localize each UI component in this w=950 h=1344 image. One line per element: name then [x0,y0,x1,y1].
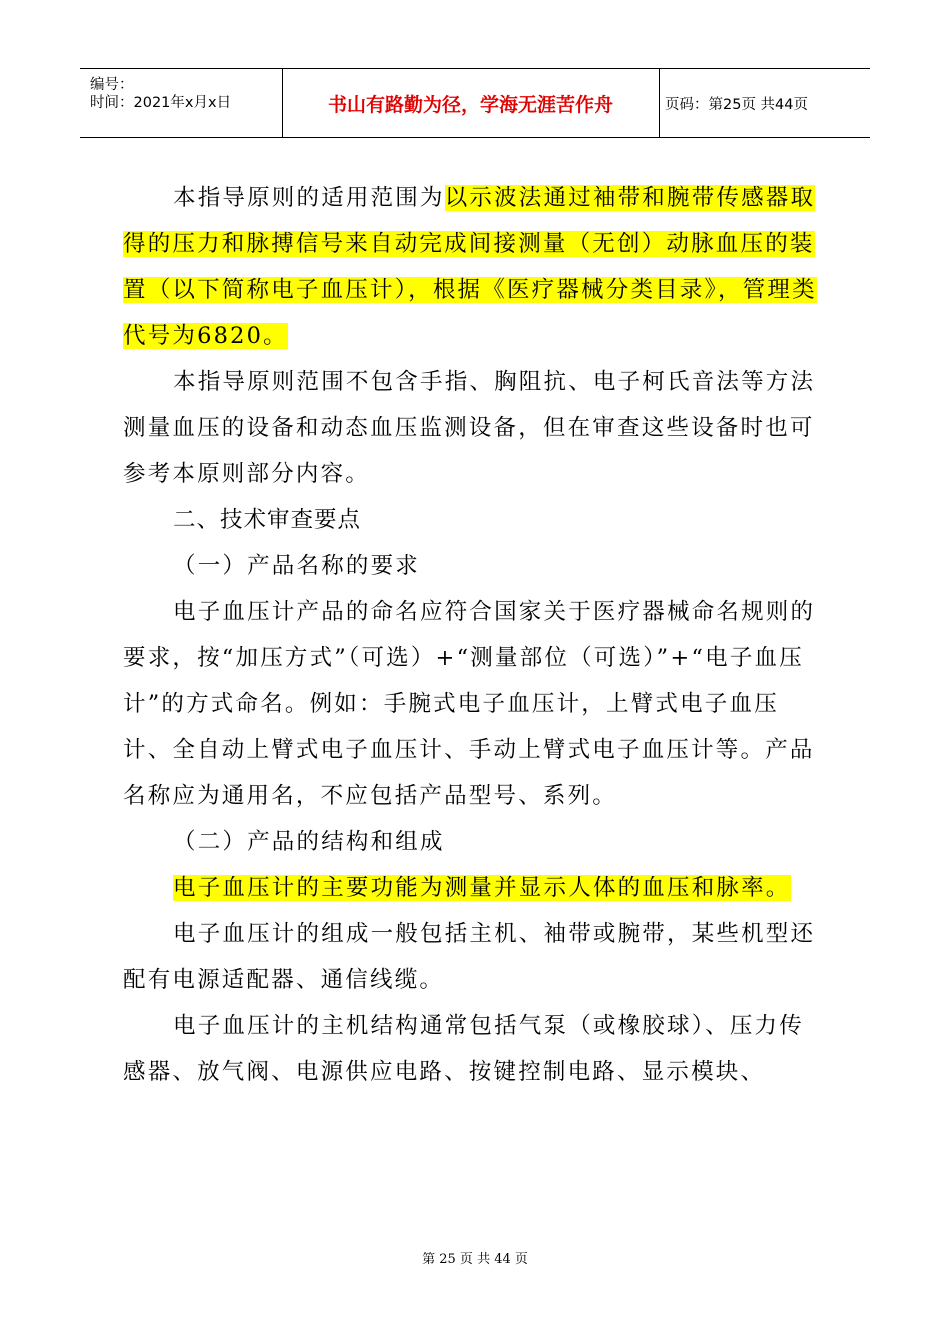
highlighted-text: 电子血压计的主要功能为测量并显示人体的血压和脉率。 [173,875,791,901]
number-label: 编号： [90,77,134,93]
page-header [80,68,870,138]
header-divider [659,69,660,137]
paragraph-exclusions: 本指导原则范围不包含手指、胸阻抗、电子柯氏音法等方法测量血压的设备和动态血压监测设备，但在审查这些设备时也可参考本原则部分内容。 [123,369,816,487]
time-label: 时间：2021年x月x日 [90,95,232,111]
header-page-info: 页码：第25页 共44页 [665,96,809,113]
subsection-heading: （一）产品名称的要求 [173,553,421,579]
highlighted-text: 以示波法通过袖带和腕带传感器取得的压力和脉搏信号来自动完成间接测量（无创）动脉血压的装置（以下简称电子血压计），根据《医疗器械分类目录》，管理类代号为6820。 [123,185,817,349]
section-heading: 二、技术审查要点 [173,507,362,533]
paragraph-function [123,865,823,911]
subsection-heading: （二）产品的结构和组成 [173,829,445,855]
scope-text: 本指导原则的适用范围为 [173,185,445,211]
paragraph-scope [123,175,823,359]
header-meta [80,69,282,137]
paragraph-composition: 电子血压计的组成一般包括主机、袖带或腕带，某些机型还配有电源适配器、通信线缆。 [123,921,816,993]
document-body [123,175,823,1095]
paragraph-host-structure: 电子血压计的主机结构通常包括气泵（或橡胶球）、压力传感器、放气阀、电源供应电路、按键控制电路、显示模块、 [123,1013,804,1085]
header-motto: 书山有路勤为径，学海无涯苦作舟 [327,93,613,116]
page-footer: 第 25 页 共 44 页 [422,1252,528,1267]
paragraph-naming: 电子血压计产品的命名应符合国家关于医疗器械命名规则的要求，按“加压方式”（可选）+“测量部位（可选）”+“电子血压计”的方式命名。例如：手腕式电子血压计，上臂式电子血压计、全自动上臂式电子血压计、手动上臂式电子血压计等。产品名称应为通用名，不应包括产品型号、系列。 [123,599,816,809]
